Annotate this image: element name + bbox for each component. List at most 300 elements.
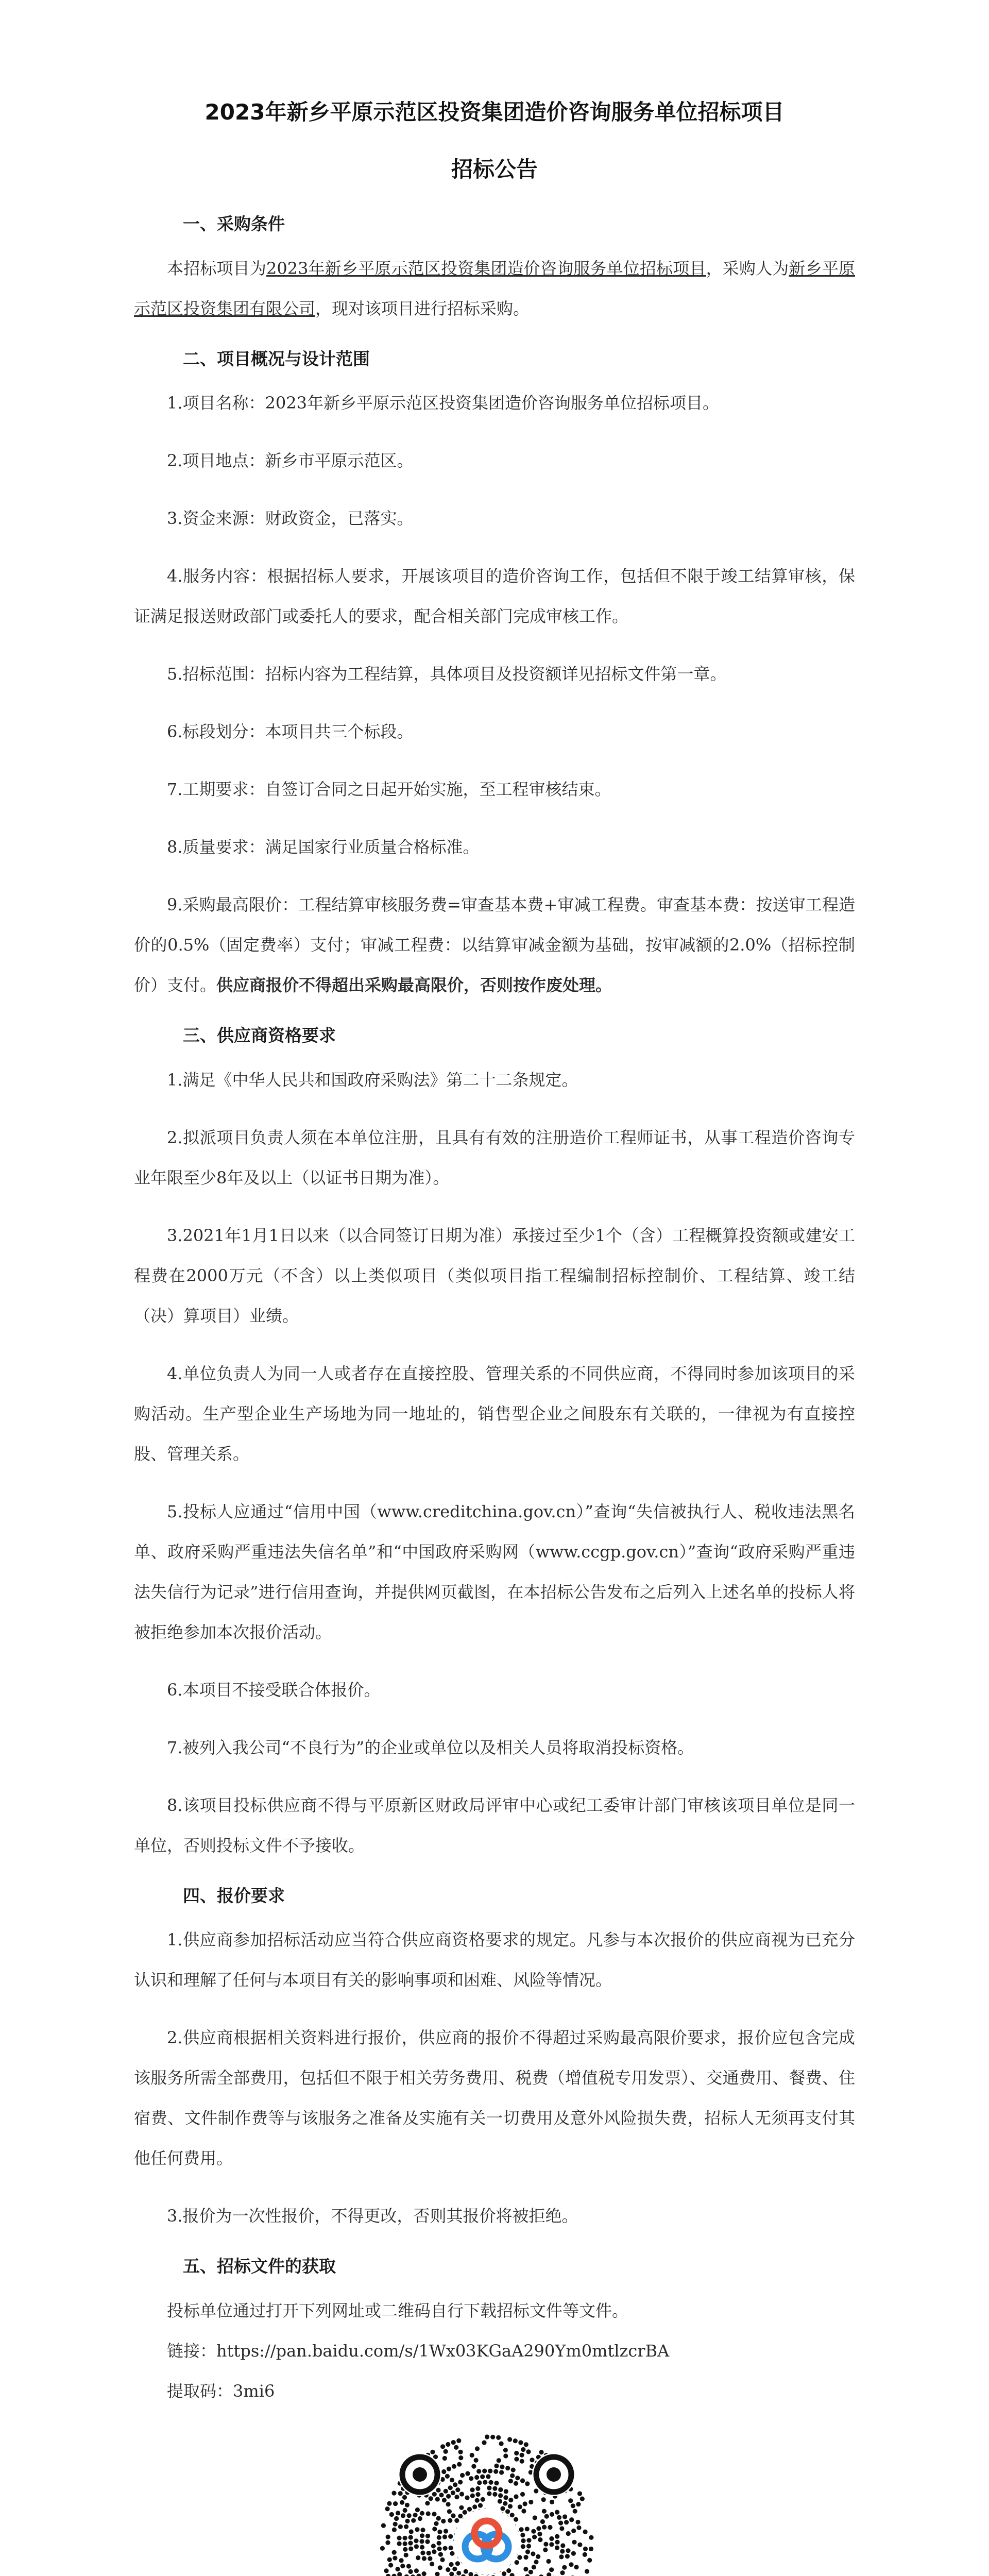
document-title: 2023年新乡平原示范区投资集团造价咨询服务单位招标项目 <box>204 99 785 125</box>
qr-dot <box>422 2571 427 2576</box>
quote-item: 3.报价为一次性报价，不得更改，否则其报价将被拒绝。 <box>167 2206 578 2226</box>
qr-dot <box>391 2490 396 2495</box>
qr-dot <box>457 2462 462 2466</box>
qr-dot <box>525 2527 530 2531</box>
qr-dot <box>407 2513 412 2518</box>
qr-dot <box>465 2495 469 2500</box>
qr-dot <box>437 2529 442 2534</box>
qr-dot <box>474 2458 479 2462</box>
qr-dot <box>414 2568 419 2573</box>
qr-dot <box>385 2506 390 2511</box>
qr-dot <box>430 2449 435 2454</box>
qr-dot <box>550 2499 554 2504</box>
qr-dot <box>432 2512 436 2516</box>
qr-dot <box>524 2442 528 2447</box>
qr-dot <box>557 2515 561 2519</box>
section-heading-obtain-documents: 五、招标文件的获取 <box>183 2256 336 2276</box>
qr-dot <box>500 2464 504 2469</box>
document-body <box>134 211 855 2576</box>
qr-dot <box>513 2438 518 2443</box>
qr-dot <box>444 2529 448 2533</box>
qr-dot <box>449 2562 454 2566</box>
qr-dot <box>533 2515 537 2520</box>
qr-dot <box>432 2527 437 2531</box>
qr-dot <box>413 2513 418 2517</box>
qr-dot <box>525 2549 530 2554</box>
qualification-item: 1.满足《中华人民共和国政府采购法》第二十二条规定。 <box>167 1070 578 1090</box>
qr-dot <box>472 2504 477 2509</box>
qr-dot <box>446 2567 450 2572</box>
qr-dot <box>436 2516 441 2520</box>
qr-dot <box>569 2517 574 2522</box>
qr-dot <box>451 2513 455 2518</box>
qr-dot <box>459 2492 464 2496</box>
qr-dot <box>566 2548 570 2553</box>
overview-item: 5.招标范围：招标内容为工程结算，具体项目及投资额详见招标文件第一章。 <box>167 664 727 684</box>
qr-dot <box>585 2569 589 2573</box>
qr-dot <box>406 2564 411 2568</box>
qr-dot <box>449 2545 453 2550</box>
qr-dot <box>531 2529 536 2533</box>
qr-dot <box>454 2518 459 2522</box>
qr-dot <box>426 2511 431 2516</box>
qr-dot <box>494 2481 499 2485</box>
qr-dot <box>430 2562 434 2566</box>
qr-dot <box>408 2569 413 2573</box>
qr-dot <box>425 2539 430 2544</box>
qr-dot <box>416 2555 420 2560</box>
qr-dot <box>476 2469 481 2473</box>
qr-dot <box>470 2452 474 2457</box>
qr-dot <box>404 2552 408 2557</box>
qr-dot <box>474 2475 479 2479</box>
overview-item: 8.质量要求：满足国家行业质量合格标准。 <box>167 837 480 857</box>
qr-dot <box>537 2532 542 2536</box>
qr-dot <box>478 2503 483 2507</box>
qr-dot <box>508 2479 513 2483</box>
qr-dot <box>446 2502 451 2506</box>
qr-dot <box>436 2487 440 2492</box>
qr-dot <box>448 2518 452 2522</box>
qr-dot <box>504 2489 508 2494</box>
qr-dot <box>401 2513 405 2518</box>
qr-dot <box>389 2512 394 2516</box>
purchaser-name: 新乡平原示范区投资集团有限公司 <box>134 258 855 318</box>
qr-dot <box>514 2517 518 2521</box>
qr-dot <box>408 2540 413 2545</box>
overview-item-price-limit: 9.采购最高限价：工程结算审核服务费=审查基本费+审减工程费。审查基本费：按送审工程造价的0.5%（固定费率）支付；审减工程费：以结算审减金额为基础，按审减额的2.0%（招标控制价）支付。供应商报价不得超出采购最高限价，否则按作废处理。 <box>134 895 855 995</box>
qr-dot <box>397 2541 402 2546</box>
qr-dot <box>470 2493 475 2498</box>
qr-dot <box>515 2560 519 2565</box>
overview-item: 6.标段划分：本项目共三个标段。 <box>167 722 414 741</box>
qr-dot <box>560 2570 565 2575</box>
qr-dot <box>465 2471 470 2476</box>
qr-dot <box>418 2516 422 2520</box>
qr-dot <box>425 2501 430 2505</box>
qr-dot <box>477 2480 482 2485</box>
qr-dot <box>503 2495 508 2500</box>
qr-dot <box>555 2539 559 2544</box>
qr-dot <box>505 2509 510 2514</box>
qr-dot <box>493 2469 498 2473</box>
qr-dot <box>402 2495 407 2499</box>
qr-dot <box>587 2557 592 2562</box>
qr-dot <box>568 2498 573 2503</box>
qr-dot <box>425 2533 430 2538</box>
qr-dot <box>437 2535 441 2539</box>
qr-dot <box>500 2506 505 2511</box>
qr-dot <box>503 2501 507 2505</box>
qr-dot <box>532 2565 536 2569</box>
qr-dot <box>432 2549 436 2554</box>
quote-item: 1.供应商参加招标活动应当符合供应商资格要求的规定。凡参与本次报价的供应商视为已充分认识和理解了任何与本项目有关的影响事项和困难、风险等情况。 <box>134 1930 855 1990</box>
qr-dot <box>544 2514 549 2518</box>
qr-dot <box>528 2569 533 2574</box>
qr-dot <box>508 2498 513 2502</box>
qr-dot <box>502 2571 506 2576</box>
qr-dot <box>569 2562 573 2567</box>
section-heading-quote-requirements: 四、报价要求 <box>183 1885 285 1906</box>
qr-dot <box>498 2499 502 2503</box>
qr-dot <box>404 2524 408 2529</box>
overview-item: 4.服务内容：根据招标人要求，开展该项目的造价咨询工作，包括但不限于竣工结算审核，保证满足报送财政部门或委托人的要求，配合相关部门完成审核工作。 <box>134 566 855 626</box>
overview-item: 7.工期要求：自签订合同之日起开始实施，至工程审核结束。 <box>167 779 611 799</box>
qr-dot <box>458 2514 463 2518</box>
qr-dot <box>441 2518 446 2523</box>
qr-dot <box>386 2534 390 2539</box>
qr-dot <box>574 2565 578 2569</box>
qr-dot <box>387 2501 391 2505</box>
qr-dot <box>483 2480 487 2484</box>
qr-dot <box>541 2497 546 2502</box>
qr-dot <box>510 2473 515 2478</box>
qr-dot <box>398 2524 403 2529</box>
qr-dot <box>454 2445 458 2449</box>
qr-dot <box>589 2535 593 2539</box>
qr-dot <box>526 2538 531 2543</box>
qr-dot <box>446 2442 450 2446</box>
project-name-link: 2023年新乡平原示范区投资集团造价咨询服务单位招标项目 <box>266 258 706 278</box>
qr-dot <box>393 2501 398 2506</box>
qr-dot <box>520 2478 525 2483</box>
qr-code-image <box>371 2426 603 2576</box>
qr-dot <box>467 2506 472 2511</box>
qr-dot <box>414 2538 418 2543</box>
qualification-item: 3.2021年1月1日以来（以合同签订日期为准）承接过至少1个（含）工程概算投资额或建安工程费在2000万元（不含）以上类似项目（类似项目指工程编制招标控制价、工程结算、竣工结（决）算项目）业绩。 <box>134 1225 855 1326</box>
qr-dot <box>381 2523 386 2528</box>
qr-dot <box>447 2466 451 2471</box>
qr-dot <box>559 2526 564 2531</box>
download-qr-code[interactable] <box>371 2426 603 2576</box>
extract-code: 3mi6 <box>233 2381 275 2401</box>
qr-dot <box>490 2434 495 2439</box>
qr-dot <box>580 2496 585 2501</box>
qr-dot <box>543 2547 548 2552</box>
qr-dot <box>469 2476 473 2481</box>
qr-dot <box>398 2491 403 2496</box>
qr-dot <box>526 2544 531 2548</box>
qr-dot <box>530 2458 534 2462</box>
document-subtitle: 招标公告 <box>451 157 538 182</box>
qr-dot <box>514 2456 519 2461</box>
qr-dot <box>409 2529 414 2534</box>
qr-dot <box>447 2509 452 2514</box>
qr-dot <box>452 2464 456 2468</box>
qr-dot <box>440 2557 445 2562</box>
qr-dot <box>564 2520 569 2524</box>
qr-dot <box>572 2539 576 2544</box>
section-heading-project-overview: 二、项目概况与设计范围 <box>183 348 370 369</box>
qr-dot <box>450 2551 454 2555</box>
procurement-conditions-text: 本招标项目为2023年新乡平原示范区投资集团造价咨询服务单位招标项目，采购人为新乡平原示范区投资集团有限公司，现对该项目进行招标采购。 <box>134 258 855 318</box>
qr-dot <box>400 2500 404 2504</box>
qr-dot <box>450 2478 454 2482</box>
qr-dot <box>458 2449 463 2454</box>
qr-dot <box>481 2497 485 2501</box>
qr-dot <box>518 2440 523 2445</box>
qr-dot <box>405 2502 410 2507</box>
qr-dot <box>448 2534 453 2538</box>
qr-dot <box>521 2447 525 2451</box>
section-heading-qualifications: 三、供应商资格要求 <box>183 1025 336 1045</box>
qr-dot <box>577 2491 582 2496</box>
qr-dot <box>560 2543 565 2548</box>
qr-dot <box>532 2534 537 2539</box>
qr-dot <box>549 2567 554 2572</box>
qr-dot <box>543 2541 548 2546</box>
qr-dot <box>435 2497 440 2501</box>
qr-dot <box>576 2525 581 2530</box>
qr-dot <box>576 2502 581 2506</box>
qr-dot <box>411 2518 416 2522</box>
qr-dot <box>542 2509 547 2513</box>
quote-item: 2.供应商根据相关资料进行报价，供应商的报价不得超过采购最高限价要求，报价应包含完成该服务所需全部费用，包括但不限于相关劳务费用、税费（增值税专用发票）、交通费用、餐费、住宿费、文件制作费等与该服务之准备及实施有关一切费用及意外风险损失费，招标人无须再支付其他任何费用。 <box>134 2028 855 2168</box>
qr-dot <box>511 2467 516 2472</box>
qr-dot <box>503 2453 508 2458</box>
qr-dot <box>514 2494 518 2499</box>
qr-dot <box>482 2468 487 2473</box>
qr-dot <box>550 2512 554 2516</box>
qr-dot <box>534 2488 538 2493</box>
qr-dot <box>539 2450 543 2454</box>
qr-dot <box>464 2569 468 2573</box>
qr-dot <box>555 2534 559 2538</box>
qr-dot <box>486 2474 490 2479</box>
download-link-line: 链接：https://pan.baidu.com/s/1Wx03KGaA290Ym0mtlzcrBA <box>167 2341 670 2361</box>
qualification-item: 6.本项目不接受联合体报价。 <box>167 1680 381 1700</box>
qr-dot <box>505 2466 510 2470</box>
overview-item: 2.项目地点：新乡市平原示范区。 <box>167 451 414 470</box>
qr-dot <box>488 2480 493 2484</box>
qr-dot <box>454 2495 459 2499</box>
qr-dot <box>583 2552 587 2556</box>
qr-dot <box>428 2556 432 2561</box>
qr-dot <box>528 2499 533 2504</box>
qr-dot <box>475 2492 480 2497</box>
qr-dot <box>566 2531 571 2536</box>
section-heading-procurement-conditions: 一、采购条件 <box>183 214 285 234</box>
qr-dot <box>506 2568 511 2573</box>
qr-dot <box>434 2521 438 2526</box>
qr-dot <box>520 2459 524 2463</box>
qr-dot <box>453 2482 457 2487</box>
qr-dot <box>523 2567 528 2571</box>
qr-dot <box>540 2519 545 2523</box>
qr-dot <box>475 2498 480 2502</box>
overview-item: 3.资金来源：财政资金，已落实。 <box>167 509 414 528</box>
qr-dot <box>432 2492 437 2496</box>
qr-dot <box>499 2441 504 2446</box>
qr-dot <box>442 2534 447 2539</box>
qr-dot <box>577 2542 582 2547</box>
qr-dot <box>496 2435 501 2439</box>
qr-dot <box>420 2545 424 2549</box>
qr-dot <box>494 2463 499 2468</box>
qr-dot <box>521 2544 525 2549</box>
qr-dot <box>449 2571 454 2576</box>
qr-dot <box>458 2480 463 2484</box>
qr-dot <box>560 2549 565 2553</box>
qr-dot <box>492 2486 497 2490</box>
qr-dot <box>385 2540 390 2545</box>
qr-dot <box>558 2520 563 2525</box>
qr-dot <box>573 2509 577 2513</box>
qr-dot <box>460 2472 465 2477</box>
qr-dot <box>403 2535 407 2540</box>
qr-dot <box>536 2526 541 2531</box>
qr-dot <box>524 2555 528 2560</box>
qr-dot <box>393 2555 397 2560</box>
qr-dot <box>507 2437 512 2442</box>
qualification-item: 2.拟派项目负责人须在本单位注册，且具有有效的注册造价工程师证书，从事工程造价咨询专业年限至少8年及以上（以证书日期为准）。 <box>134 1127 855 1188</box>
qr-dot <box>392 2527 397 2532</box>
qr-dot <box>452 2566 457 2571</box>
qr-dot <box>487 2491 491 2496</box>
qr-dot <box>455 2487 460 2492</box>
qr-dot <box>521 2509 526 2513</box>
qr-dot <box>576 2519 581 2524</box>
qualification-item: 7.被列入我公司“不良行为”的企业或单位以及相关人员将取消投标资格。 <box>167 1737 694 1757</box>
qr-dot <box>415 2527 419 2532</box>
qr-dot <box>521 2538 525 2543</box>
qr-dot <box>471 2464 476 2468</box>
qr-dot <box>435 2571 439 2576</box>
qr-dot <box>571 2528 576 2533</box>
qr-dot <box>523 2501 527 2506</box>
qr-dot <box>498 2487 503 2492</box>
qr-dot <box>488 2468 492 2473</box>
qr-dot <box>442 2455 447 2460</box>
qr-dot <box>470 2487 475 2492</box>
qr-dot <box>396 2511 400 2515</box>
qr-dot <box>403 2547 407 2551</box>
qr-dot <box>420 2533 424 2538</box>
qr-dot <box>498 2493 503 2498</box>
qr-dot <box>515 2476 520 2480</box>
qr-dot <box>408 2546 413 2551</box>
qr-dot <box>456 2438 461 2443</box>
qr-dot <box>480 2474 485 2479</box>
qr-dot <box>399 2558 404 2563</box>
qr-dot <box>437 2540 441 2545</box>
extract-code-line: 提取码：3mi6 <box>167 2381 275 2401</box>
qr-dot <box>408 2535 413 2539</box>
qr-dot <box>538 2537 542 2542</box>
qr-dot <box>562 2514 567 2519</box>
qr-dot <box>520 2532 525 2537</box>
qr-dot <box>534 2560 538 2564</box>
qr-dot <box>442 2498 447 2502</box>
qr-dot <box>439 2493 444 2497</box>
qr-dot <box>437 2546 442 2551</box>
qr-dot <box>422 2556 427 2561</box>
qr-dot <box>514 2450 519 2455</box>
qr-dot <box>549 2536 554 2540</box>
qr-dot <box>427 2550 431 2555</box>
qr-dot <box>458 2455 463 2460</box>
qr-dot <box>459 2505 464 2510</box>
qr-dot <box>393 2521 398 2526</box>
qr-dot <box>525 2481 530 2486</box>
download-link[interactable]: https://pan.baidu.com/s/1Wx03KGaA290Ym0mtlzcrBA <box>216 2341 670 2361</box>
qr-dot <box>405 2518 410 2523</box>
qr-dot <box>431 2544 436 2548</box>
obtain-documents-text: 投标单位通过打开下列网址或二维码自行下载招标文件等文件。 <box>167 2300 629 2320</box>
qr-dot <box>448 2485 453 2490</box>
qr-dot <box>499 2470 504 2475</box>
qr-dot <box>546 2558 551 2563</box>
qr-dot <box>444 2449 448 2453</box>
qr-dot <box>403 2507 407 2512</box>
qr-dot <box>438 2565 442 2570</box>
qualification-item: 8.该项目投标供应商不得与平原新区财政局评审中心或纪工委审计部门审核该项目单位是同一单位，否则投标文件不予接收。 <box>134 1795 855 1855</box>
qr-dot <box>571 2551 576 2555</box>
qr-dot <box>445 2473 450 2478</box>
qr-dot <box>441 2469 446 2473</box>
qr-dot <box>414 2544 419 2549</box>
qr-dot <box>562 2565 567 2569</box>
qr-dot <box>380 2546 385 2550</box>
qualification-item: 4.单位负责人为同一人或者存在直接控股、管理关系的不同供应商，不得同时参加该项目的采购活动。生产型企业生产场地为同一地址的，销售型企业之间股东有关联的，一律视为有直接控股、管理关系。 <box>134 1363 855 1464</box>
qr-dot <box>589 2546 593 2551</box>
qr-dot <box>503 2448 508 2452</box>
qr-dot <box>559 2554 564 2559</box>
qr-dot <box>583 2529 588 2534</box>
qr-dot <box>517 2555 522 2560</box>
qr-dot <box>518 2504 522 2509</box>
qr-dot <box>388 2563 393 2567</box>
qr-dot <box>514 2481 518 2485</box>
qr-dot <box>571 2503 575 2508</box>
qr-dot <box>420 2511 424 2515</box>
qr-dot <box>451 2440 456 2445</box>
qr-dot <box>403 2541 407 2546</box>
qr-dot <box>384 2568 389 2573</box>
qr-dot <box>420 2528 425 2532</box>
qr-dot <box>451 2490 455 2495</box>
qr-dot <box>463 2510 467 2514</box>
qr-dot <box>497 2458 501 2463</box>
qr-dot <box>531 2551 535 2556</box>
qr-dot <box>475 2446 480 2451</box>
qr-dot <box>438 2552 443 2556</box>
qr-dot <box>444 2488 448 2493</box>
qr-dot <box>420 2550 425 2555</box>
qr-dot <box>549 2542 554 2547</box>
qr-dot <box>526 2449 531 2454</box>
qr-dot <box>555 2510 559 2514</box>
